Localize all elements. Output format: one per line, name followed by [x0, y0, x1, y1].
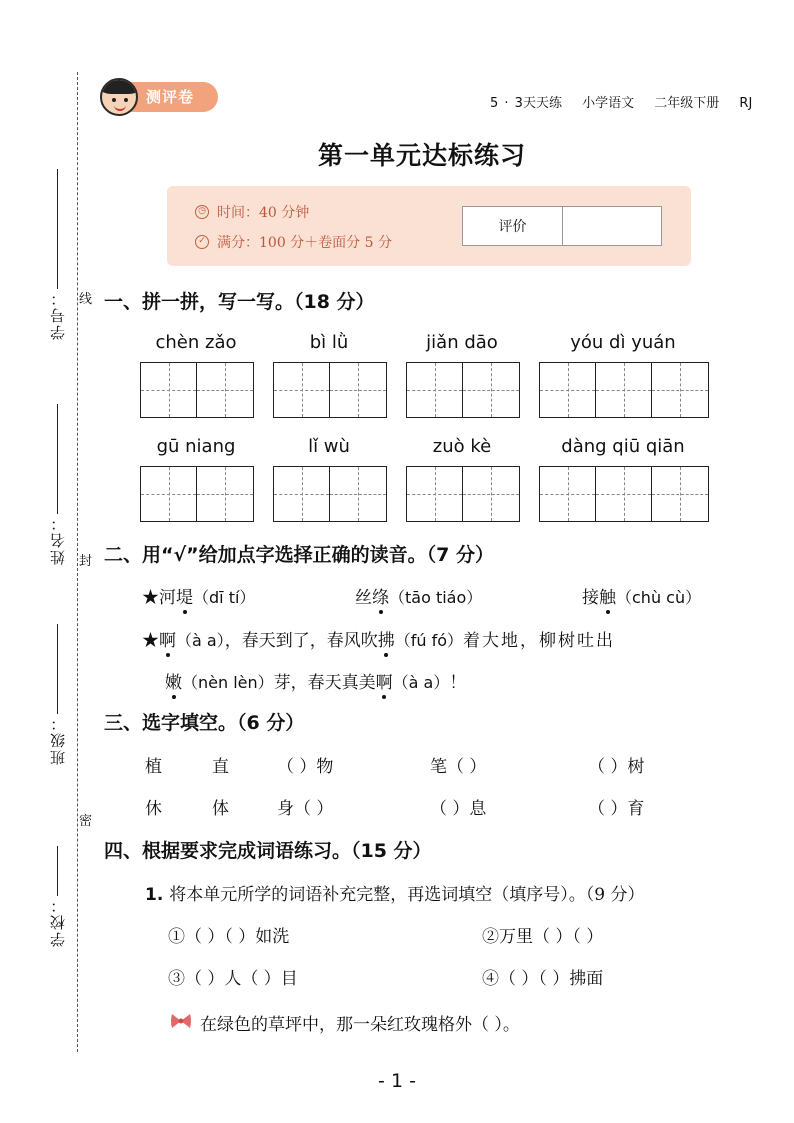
q2-line-1	[142, 583, 255, 608]
info-panel	[167, 186, 691, 266]
tianzige-zuoke[interactable]	[406, 466, 520, 522]
q2-heading: 二、用“√”给加点字选择正确的读音。（7 分）	[104, 544, 494, 566]
tianzige-guniang[interactable]	[140, 466, 254, 522]
student-number-line	[57, 169, 58, 289]
binding-char-feng: 封	[79, 554, 93, 569]
time-text: 时间：40 分钟	[217, 205, 310, 221]
school-line	[57, 846, 58, 896]
q2-a1: ★河	[142, 588, 176, 608]
q3-blank-shen[interactable]: 身（ ）	[277, 799, 334, 819]
q4-item-3[interactable]: ③（ ）人（ ）目	[168, 969, 298, 989]
q3-blank-shu[interactable]: （ ）树	[588, 757, 645, 777]
q2-line-1b	[355, 583, 482, 608]
page-title: 第一单元达标练习	[317, 141, 526, 170]
q2-line-1c	[582, 583, 701, 608]
q3-char-xiu: 休	[145, 799, 162, 819]
bow-icon	[170, 1012, 192, 1030]
q2-star: ★	[142, 631, 159, 651]
q4-heading: 四、根据要求完成词语练习。（15 分）	[104, 840, 432, 862]
q1-heading: 一、拼一拼，写一写。（18 分）	[104, 291, 375, 313]
class-line	[57, 624, 58, 714]
student-number-label: 学号：	[48, 289, 67, 340]
q3-blank-xi[interactable]: （ ）息	[430, 799, 487, 819]
tianzige-dangqiuqian[interactable]	[539, 466, 709, 522]
tianzige-liwu[interactable]	[273, 466, 387, 522]
q2-b2: ，春天到了，春风吹	[224, 631, 378, 651]
test-badge	[100, 78, 218, 116]
evaluation-blank[interactable]	[563, 207, 661, 245]
pinyin-guniang: gū niang	[156, 436, 236, 457]
q2-c2: 芽，春天真美	[273, 673, 376, 693]
q3-blank-yu[interactable]: （ ）育	[588, 799, 645, 819]
clock-icon: ◷	[195, 205, 209, 219]
q3-heading: 三、选字填空。（6 分）	[104, 712, 305, 734]
name-label: 姓名：	[48, 514, 67, 565]
dotted-char-di: 堤	[176, 588, 193, 608]
q3-char-zhi2: 直	[212, 757, 229, 777]
pinyin-bilv: bì lǜ	[309, 332, 349, 353]
class-label: 班级：	[48, 714, 67, 765]
series-info	[490, 92, 766, 111]
pinyin-youdiyuan: yóu dì yuán	[570, 332, 676, 353]
student-number-field	[46, 165, 68, 340]
q2-a1-options[interactable]: （dī tí）	[193, 588, 256, 607]
series-edition: RJ	[739, 96, 753, 111]
name-field	[46, 400, 68, 565]
q2-c1-options[interactable]: （nèn lèn）	[182, 673, 274, 692]
dotted-char-nen: 嫩	[165, 673, 182, 693]
evaluation-label: 评价	[463, 207, 563, 245]
dotted-char-fu: 拂	[377, 631, 395, 651]
binding-char-xian: 线	[79, 292, 93, 307]
pinyin-jiandao: jiǎn dāo	[426, 332, 498, 353]
name-line	[57, 404, 58, 514]
school-field	[46, 842, 68, 947]
q4-item-4[interactable]: ④（ ）（ ）拂面	[482, 969, 604, 989]
binding-dashed-line	[77, 72, 78, 1052]
series-grade: 二年级下册	[654, 96, 720, 111]
score-text: 满分：100 分＋卷面分 5 分	[217, 235, 392, 251]
tianzige-jiandao[interactable]	[406, 362, 520, 418]
dotted-char-a-1: 啊	[159, 631, 176, 651]
tianzige-youdiyuan[interactable]	[539, 362, 709, 418]
q2-line-3	[165, 668, 466, 693]
q3-char-ti: 体	[212, 799, 229, 819]
badge-text: 测评卷	[146, 88, 195, 106]
q4-item-2[interactable]: ②万里（ ）（ ）	[482, 927, 604, 947]
q2-c2-options[interactable]: （à a）	[392, 673, 450, 692]
q4-sub1	[145, 880, 645, 905]
pinyin-chenzao: chèn zǎo	[155, 332, 237, 353]
q2-a3: 接	[582, 588, 599, 608]
score-row	[195, 232, 392, 252]
q2-a2-options[interactable]: （tāo tiáo）	[389, 588, 483, 607]
q2-line-2	[142, 626, 615, 651]
q2-c3: ！	[449, 673, 467, 693]
evaluation-box	[462, 206, 662, 246]
q4-item-1[interactable]: ①（ ）（ ）如洗	[168, 927, 290, 947]
binding-char-mi: 密	[79, 814, 93, 829]
dotted-char-chu: 触	[599, 588, 616, 608]
q4-sub1-text: 将本单元所学的词语补充完整，再选词填空（填序号）。（9 分）	[169, 885, 645, 905]
dotted-char-a-2: 啊	[375, 673, 393, 693]
q2-a2: 丝	[355, 588, 372, 608]
q3-blank-wu[interactable]: （ ）物	[277, 757, 334, 777]
series-name: 5 · 3天天练	[490, 96, 562, 111]
q2-b1-options[interactable]: （à a）	[176, 631, 225, 650]
class-field	[46, 620, 68, 765]
q3-char-zhi1: 植	[145, 757, 162, 777]
q3-blank-bi[interactable]: 笔（ ）	[430, 757, 487, 777]
check-icon: ✓	[195, 235, 209, 249]
q4-sentence[interactable]: 在绿色的草坪中，那一朵红玫瑰格外（ ）。	[200, 1015, 520, 1035]
series-subject: 小学语文	[582, 96, 635, 111]
cartoon-face-icon	[100, 78, 138, 116]
q2-b3: 着大地，柳树吐出	[463, 631, 615, 651]
q2-a3-options[interactable]: （chù cù）	[616, 588, 702, 607]
time-row	[195, 202, 309, 222]
dotted-char-tao: 绦	[372, 588, 389, 608]
tianzige-bilv[interactable]	[273, 362, 387, 418]
tianzige-chenzao[interactable]	[140, 362, 254, 418]
pinyin-dangqiuqian: dàng qiū qiān	[561, 436, 685, 457]
q4-sub1-number: 1.	[145, 885, 164, 905]
school-label: 学校：	[48, 896, 67, 947]
q2-b2-options[interactable]: （fú fó）	[394, 631, 463, 650]
pinyin-zuoke: zuò kè	[432, 436, 492, 457]
page-number: - 1 -	[378, 1070, 416, 1092]
pinyin-liwu: lǐ wù	[308, 436, 350, 457]
